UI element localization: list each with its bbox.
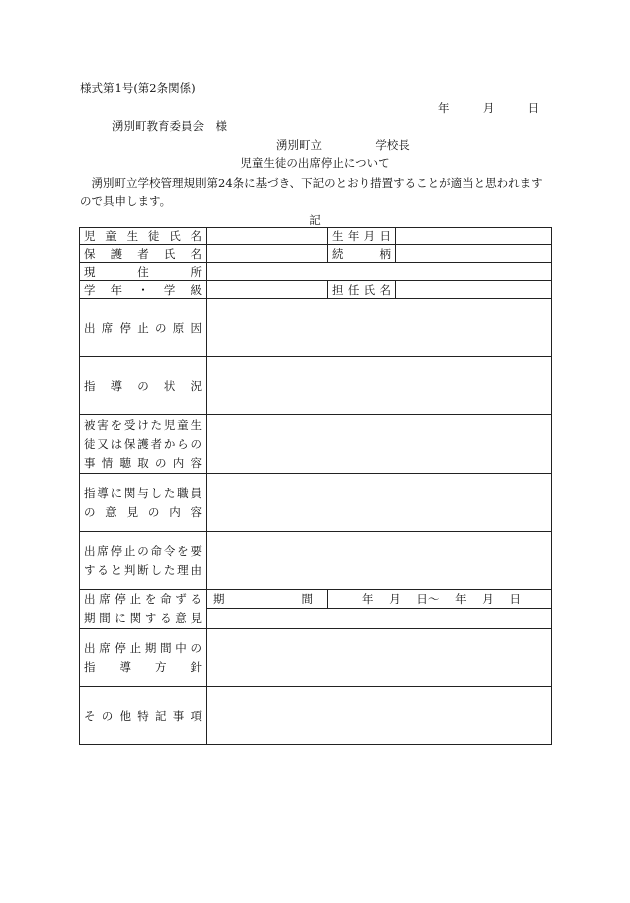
row-other-notes	[80, 687, 552, 745]
sender-town: 湧別町立	[276, 138, 322, 152]
document-title: 児童生徒の出席停止について	[240, 156, 390, 170]
period-end-day: 日	[509, 591, 521, 606]
row-judgment-reason	[80, 532, 552, 590]
period-end-year: 年	[455, 591, 467, 606]
field-homeroom-teacher[interactable]	[396, 281, 552, 299]
label-period: 期 間	[207, 590, 328, 609]
field-relationship[interactable]	[396, 245, 552, 263]
row-victim-hearing	[80, 415, 552, 474]
date-line	[438, 100, 539, 116]
addressee: 湧別町教育委員会 様	[112, 119, 227, 133]
date-year: 年	[438, 101, 450, 115]
label-victim-hearing: 被害を受けた児童生 徒又は保護者からの 事情聴取の内容	[80, 415, 207, 474]
label-period-opinion: 出席停止を命ずる 期間に関する意見	[80, 590, 207, 629]
label-relationship: 続柄	[328, 245, 396, 263]
row-student-name	[80, 228, 552, 245]
label-guidance-status: 指導の状況	[80, 357, 207, 415]
sender-title: 学校長	[375, 138, 410, 152]
body-text: 湧別町立学校管理規則第24条に基づき、下記のとおり措置することが適当と思われますので具申します。	[80, 176, 543, 208]
form-number: 様式第1号(第2条関係)	[80, 81, 196, 95]
field-victim-hearing[interactable]	[207, 415, 552, 474]
label-other-notes: その他特記事項	[80, 687, 207, 745]
row-staff-opinion	[80, 474, 552, 532]
row-address	[80, 263, 552, 281]
attendance-suspension-form	[79, 227, 552, 745]
label-reason: 出席停止の原因	[80, 299, 207, 357]
period-start-year: 年	[362, 591, 374, 606]
date-day: 日	[527, 101, 540, 115]
field-address[interactable]	[207, 263, 552, 281]
field-judgment-reason[interactable]	[207, 532, 552, 590]
field-student-name[interactable]	[207, 228, 328, 245]
period-start-month: 月	[389, 591, 401, 606]
date-month: 月	[482, 101, 495, 115]
field-grade-class[interactable]	[207, 281, 328, 299]
label-birthdate: 生年月日	[328, 228, 396, 245]
field-period-opinion[interactable]	[207, 608, 552, 628]
field-period-dates[interactable]	[328, 590, 552, 609]
row-reason	[80, 299, 552, 357]
field-reason[interactable]	[207, 299, 552, 357]
field-other-notes[interactable]	[207, 687, 552, 745]
row-period-opinion-top	[80, 590, 552, 609]
ki-heading: 記	[309, 213, 321, 227]
field-guidance-status[interactable]	[207, 357, 552, 415]
label-address: 現住所	[80, 263, 207, 281]
period-start-day: 日〜	[416, 591, 440, 606]
label-homeroom-teacher: 担任氏名	[328, 281, 396, 299]
label-staff-opinion: 指導に関与した職員 の意見の内容	[80, 474, 207, 532]
label-guardian-name: 保護者氏名	[80, 245, 207, 263]
field-guidance-policy[interactable]	[207, 629, 552, 687]
label-guidance-policy: 出席停止期間中の 指導方針	[80, 629, 207, 687]
field-birthdate[interactable]	[396, 228, 552, 245]
row-grade-class	[80, 281, 552, 299]
row-guardian-name	[80, 245, 552, 263]
period-end-month: 月	[482, 591, 494, 606]
label-judgment-reason: 出席停止の命令を要 すると判断した理由	[80, 532, 207, 590]
field-guardian-name[interactable]	[207, 245, 328, 263]
label-grade-class: 学年・学級	[80, 281, 207, 299]
row-guidance-status	[80, 357, 552, 415]
label-student-name: 児童生徒氏名	[80, 228, 207, 245]
field-staff-opinion[interactable]	[207, 474, 552, 532]
row-guidance-policy	[80, 629, 552, 687]
sender	[276, 137, 410, 153]
